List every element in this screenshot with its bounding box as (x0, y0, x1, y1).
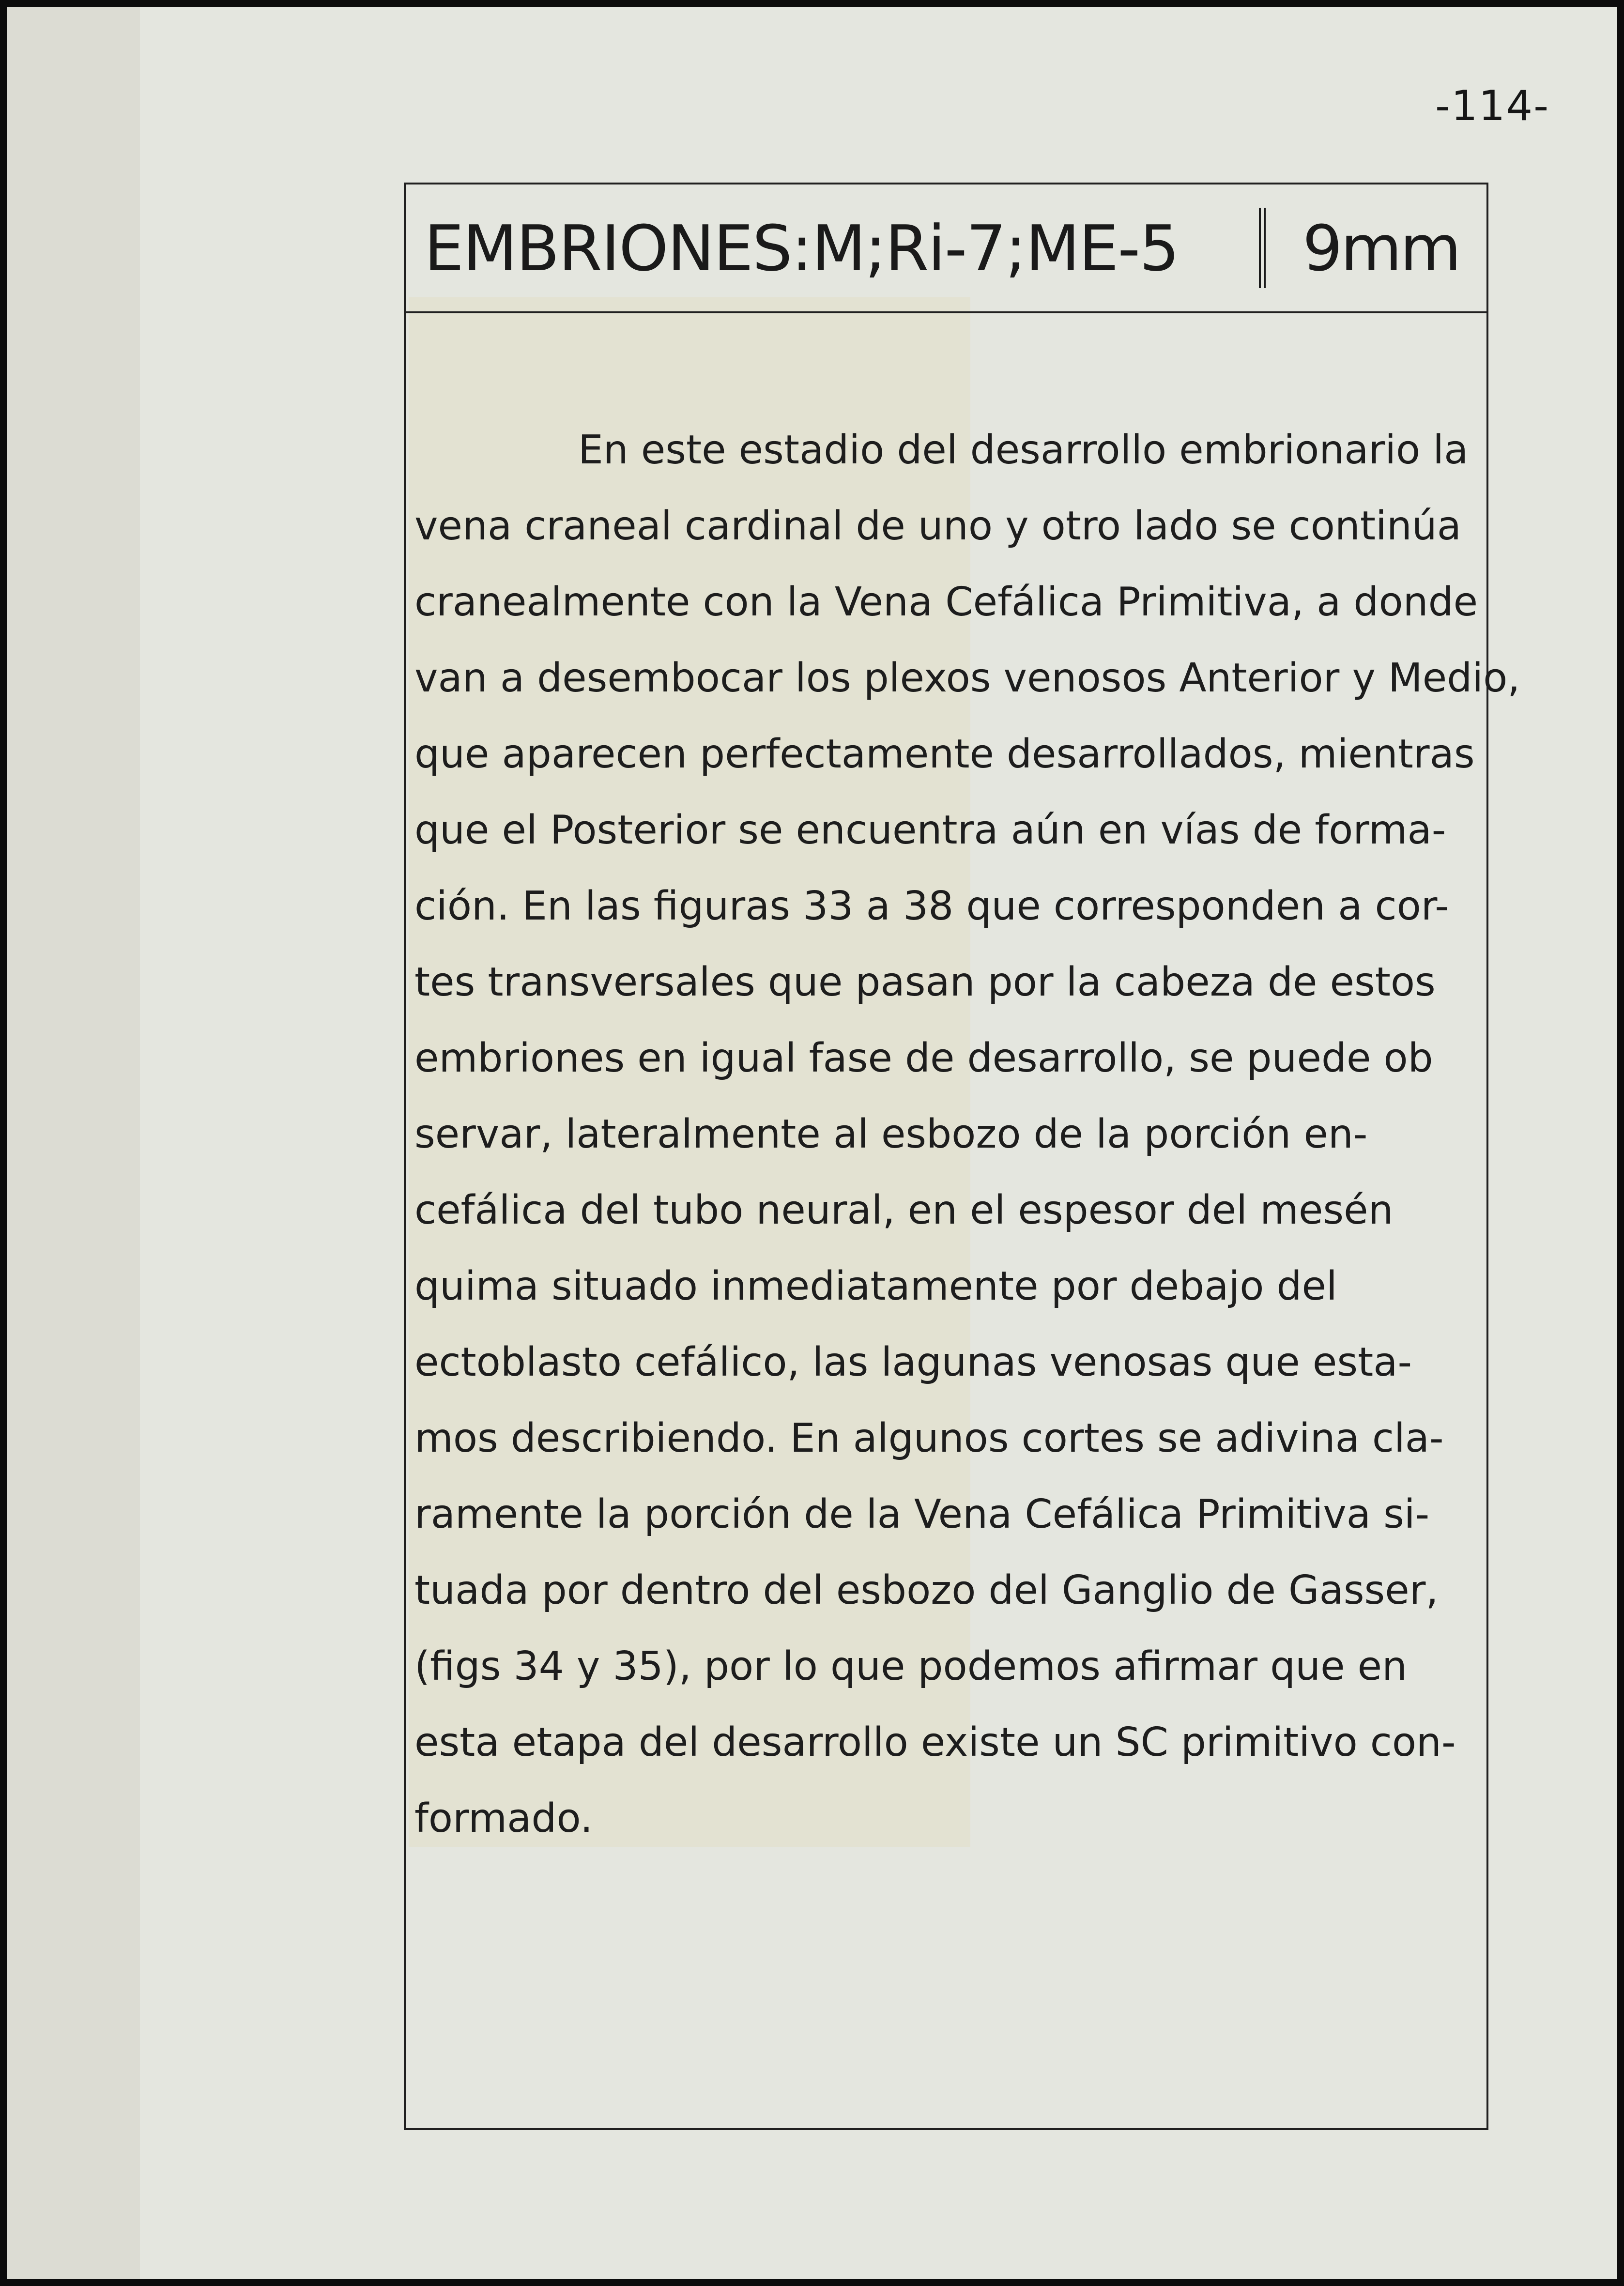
text-line: quima situado inmediatamente por debajo del (414, 1263, 1337, 1309)
text-line: ción. En las figuras 33 a 38 que corresponden a cor- (414, 883, 1449, 929)
text-line: tuada por dentro del esbozo del Ganglio de Gasser, (414, 1567, 1439, 1613)
text-line: formado. (414, 1795, 593, 1841)
body-text (414, 412, 1520, 1856)
paper-shade-left (7, 7, 140, 2279)
text-line: mos describiendo. En algunos cortes se adivina cla- (414, 1415, 1444, 1461)
text-line: ramente la porción de la Vena Cefálica Primitiva si- (414, 1491, 1430, 1537)
text-line: vena craneal cardinal de uno y otro lado se continúa (414, 503, 1462, 549)
text-line: que el Posterior se encuentra aún en vías de forma- (414, 807, 1446, 853)
header-title: EMBRIONES:M;Ri-7;ME-5 (424, 212, 1179, 285)
page-number: -114- (1435, 82, 1550, 130)
text-line: van a desembocar los plexos venosos Anterior y Medio, (414, 655, 1520, 701)
text-line: esta etapa del desarrollo existe un SC primitivo con- (414, 1719, 1456, 1765)
text-line: que aparecen perfectamente desarrollados, mientras (414, 731, 1475, 777)
content-frame (404, 183, 1520, 2130)
text-line: servar, lateralmente al esbozo de la porción en- (414, 1111, 1368, 1157)
text-line: tes transversales que pasan por la cabeza de estos (414, 959, 1436, 1005)
text-line: embriones en igual fase de desarrollo, se puede ob (414, 1035, 1433, 1081)
header-size: 9mm (1302, 212, 1459, 285)
header-box (406, 184, 1486, 313)
text-line: cefálica del tubo neural, en el espesor del mesén (414, 1187, 1394, 1233)
document-page (7, 7, 1617, 2279)
text-line: En este estadio del desarrollo embrionario la (578, 427, 1469, 473)
text-line: ectoblasto cefálico, las lagunas venosas que esta- (414, 1339, 1412, 1385)
header-divider (1259, 208, 1266, 288)
text-line: (figs 34 y 35), por lo que podemos afirmar que en (414, 1643, 1408, 1689)
text-line: cranealmente con la Vena Cefálica Primitiva, a donde (414, 579, 1478, 625)
